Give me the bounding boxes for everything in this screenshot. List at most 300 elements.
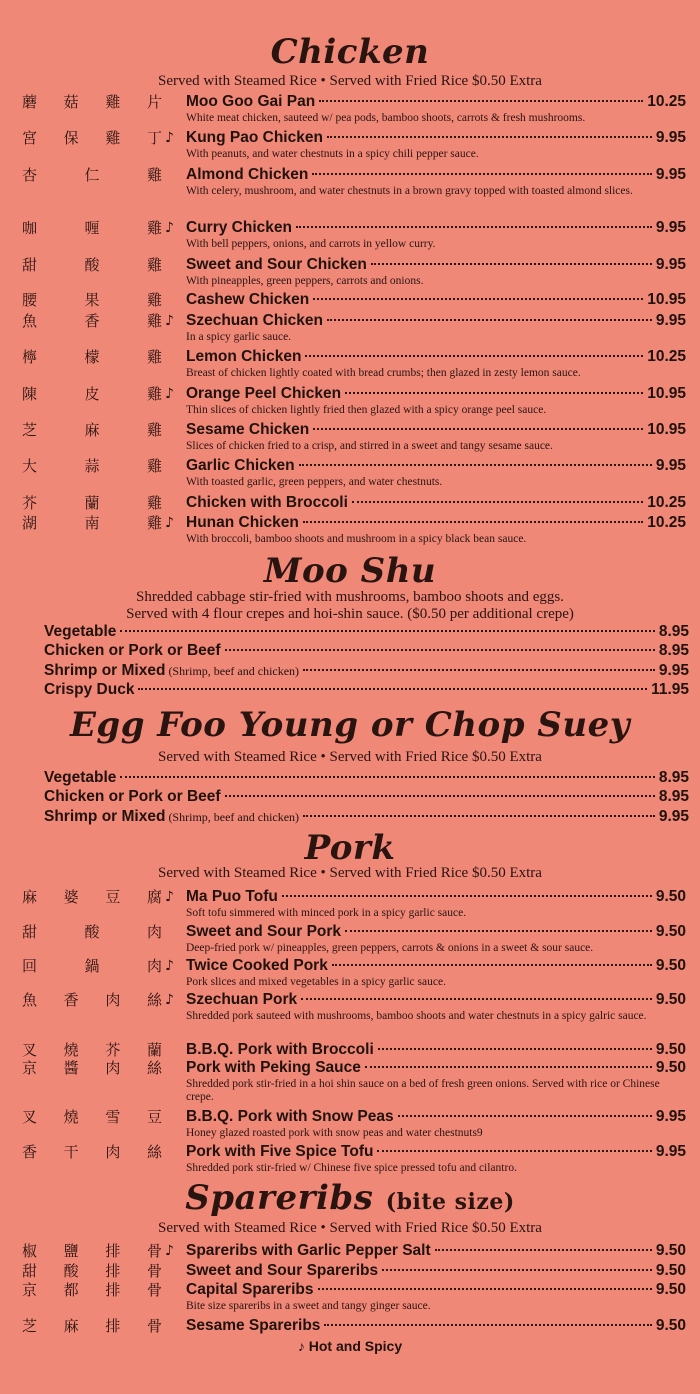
chinese-name <box>22 956 162 976</box>
pork-note: Served with Steamed Rice • Served with Fried Rice $0.50 Extra <box>158 865 542 881</box>
item-description: With toasted garlic, green peppers, and water chestnuts. <box>186 476 443 488</box>
chinese-char: 香 <box>84 312 100 330</box>
chinese-name <box>22 384 162 404</box>
chinese-char: 京 <box>22 1059 38 1077</box>
item-price: 10.25 <box>647 514 686 531</box>
item-name: Lemon Chicken <box>186 348 302 365</box>
hot-legend <box>0 1337 700 1355</box>
menu-item <box>0 661 700 681</box>
item-line <box>186 456 686 476</box>
item-line <box>186 311 686 331</box>
chinese-char: 甜 <box>22 1262 38 1280</box>
menu-item <box>0 622 700 642</box>
menu-item <box>0 1280 700 1300</box>
chinese-name <box>22 1058 162 1078</box>
item-name: Chicken or Pork or Beef <box>44 788 221 805</box>
chinese-name <box>22 1261 162 1281</box>
chinese-char: 甜 <box>22 923 38 941</box>
item-price: 9.50 <box>655 957 686 974</box>
chinese-char: 雞 <box>146 166 162 184</box>
item-price: 8.95 <box>658 642 689 659</box>
item-name: Ma Puo Tofu <box>186 888 278 905</box>
dot-leader <box>378 1048 652 1050</box>
chinese-char: 雞 <box>105 93 121 111</box>
menu-item <box>0 128 700 148</box>
item-line <box>186 1280 686 1300</box>
chinese-char: 麻 <box>84 421 100 439</box>
menu-item <box>0 311 700 331</box>
item-name: Curry Chicken <box>186 219 292 236</box>
chinese-char: 絲 <box>146 1143 162 1161</box>
mooshu-note-2: Served with 4 flour crepes and hoi-shin sauce. ($0.50 per additional crepe) <box>126 606 574 622</box>
menu-item <box>0 680 700 700</box>
dot-leader <box>327 319 652 321</box>
chinese-char: 豆 <box>146 1108 162 1126</box>
chinese-name <box>22 92 162 112</box>
chinese-char: 片 <box>146 93 162 111</box>
chinese-char: 麻 <box>22 888 38 906</box>
item-line <box>44 641 689 661</box>
item-name: Vegetable <box>44 623 117 640</box>
item-note: (Shrimp, beef and chicken) <box>165 810 300 824</box>
item-price: 10.95 <box>647 385 686 402</box>
dot-leader <box>303 669 655 671</box>
item-line <box>44 680 689 700</box>
menu-item <box>0 1241 700 1261</box>
menu-item <box>0 990 700 1010</box>
hot-spicy-icon: ♪ <box>165 992 174 1008</box>
chinese-char: 魚 <box>22 991 38 1009</box>
chinese-name <box>22 1241 162 1261</box>
dot-leader <box>225 795 655 797</box>
item-price: 10.25 <box>647 93 686 110</box>
dot-leader <box>303 521 643 523</box>
dot-leader <box>324 1324 651 1326</box>
chinese-name <box>22 218 162 238</box>
chinese-char: 檸 <box>22 348 38 366</box>
chinese-char: 叉 <box>22 1041 38 1059</box>
chinese-char: 肉 <box>146 923 162 941</box>
item-price: 9.95 <box>655 256 686 273</box>
chinese-char: 酸 <box>63 1262 79 1280</box>
dot-leader <box>345 392 643 394</box>
item-line <box>186 1142 686 1162</box>
item-name: Sweet and Sour Pork <box>186 923 342 940</box>
item-description: With broccoli, bamboo shoots and mushroom in a spicy black bean sauce. <box>186 533 527 545</box>
item-line <box>44 787 689 807</box>
item-description: With pineapples, green peppers, carrots and onions. <box>186 275 424 287</box>
item-price: 9.95 <box>655 312 686 329</box>
chinese-char: 蒜 <box>84 457 100 475</box>
menu-item <box>0 456 700 476</box>
item-price: 9.95 <box>658 662 689 679</box>
dot-leader <box>382 1269 652 1271</box>
dot-leader <box>312 173 652 175</box>
item-description: Thin slices of chicken lightly fried then glazed with a spicy orange peel sauce. <box>186 404 547 416</box>
menu-item <box>0 255 700 275</box>
dot-leader <box>319 100 643 102</box>
item-description: Soft tofu simmered with minced pork in a spicy garlic sauce. <box>186 907 467 919</box>
chinese-char: 湖 <box>22 514 38 532</box>
chinese-char: 芥 <box>22 494 38 512</box>
menu-item <box>0 493 700 513</box>
spareribs-title-text: Spareribs <box>185 1178 374 1218</box>
item-name: Chicken or Pork or Beef <box>44 642 221 659</box>
item-name: Twice Cooked Pork <box>186 957 328 974</box>
chinese-char: 干 <box>63 1143 79 1161</box>
item-name: Cashew Chicken <box>186 291 310 308</box>
menu-item <box>0 768 700 788</box>
chinese-name <box>22 1040 162 1060</box>
item-name: Moo Goo Gai Pan <box>186 93 316 110</box>
menu-item <box>0 92 700 112</box>
item-name: Kung Pao Chicken <box>186 129 323 146</box>
item-name: Pork with Peking Sauce <box>186 1059 361 1076</box>
hot-spicy-icon: ♪ <box>165 1243 174 1259</box>
item-price: 10.25 <box>647 494 686 511</box>
item-name: Orange Peel Chicken <box>186 385 342 402</box>
chinese-char: 保 <box>63 129 79 147</box>
item-name: Almond Chicken <box>186 166 309 183</box>
mooshu-title: Moo Shu <box>263 551 437 591</box>
menu-item <box>0 1142 700 1162</box>
chinese-char: 骨 <box>146 1317 162 1335</box>
chinese-char: 麻 <box>63 1317 79 1335</box>
chinese-name <box>22 922 162 942</box>
chinese-char: 雞 <box>146 421 162 439</box>
chinese-char: 甜 <box>22 256 38 274</box>
item-name: Pork with Five Spice Tofu <box>186 1143 374 1160</box>
chinese-char: 酸 <box>84 923 100 941</box>
item-description: Honey glazed roasted pork with snow peas and water chestnuts9 <box>186 1127 483 1139</box>
chinese-char: 丁 <box>146 129 162 147</box>
chinese-char: 南 <box>84 514 100 532</box>
dot-leader <box>352 501 643 503</box>
dot-leader <box>120 776 654 778</box>
item-name: Hunan Chicken <box>186 514 299 531</box>
dot-leader <box>377 1150 651 1152</box>
chinese-name <box>22 990 162 1010</box>
item-description: Shredded pork sauteed with mushrooms, bamboo shoots and water chestnuts in a spicy galric sauce. <box>186 1010 647 1022</box>
menu-item <box>0 887 700 907</box>
item-price: 9.50 <box>655 1262 686 1279</box>
chinese-char: 檬 <box>84 348 100 366</box>
chinese-char: 蘭 <box>146 1041 162 1059</box>
chinese-name <box>22 887 162 907</box>
item-price: 9.95 <box>655 219 686 236</box>
item-name: Spareribs with Garlic Pepper Salt <box>186 1242 431 1259</box>
menu-item <box>0 165 700 185</box>
item-description: Pork slices and mixed vegetables in a spicy garlic sauce. <box>186 976 446 988</box>
chinese-char: 骨 <box>146 1281 162 1299</box>
chinese-name <box>22 347 162 367</box>
item-line <box>186 420 686 440</box>
dot-leader <box>371 263 652 265</box>
pork-title: Pork <box>304 828 396 868</box>
item-line <box>186 92 686 112</box>
chinese-char: 腰 <box>22 291 38 309</box>
item-line <box>186 290 686 310</box>
menu-item <box>0 956 700 976</box>
item-price: 9.50 <box>655 1041 686 1058</box>
item-price: 10.95 <box>647 291 686 308</box>
menu-item <box>0 1261 700 1281</box>
item-line <box>44 622 689 642</box>
item-price: 9.95 <box>655 166 686 183</box>
item-name: Sesame Chicken <box>186 421 310 438</box>
chinese-char: 芝 <box>22 1317 38 1335</box>
chinese-char: 果 <box>84 291 100 309</box>
chicken-title: Chicken <box>270 32 430 72</box>
chinese-char: 京 <box>22 1281 38 1299</box>
menu-item <box>0 1040 700 1060</box>
chinese-char: 咖 <box>22 219 38 237</box>
chinese-char: 雞 <box>146 291 162 309</box>
chinese-char: 椒 <box>22 1242 38 1260</box>
hot-spicy-icon: ♪ <box>165 889 174 905</box>
chinese-name <box>22 165 162 185</box>
item-name: Capital Spareribs <box>186 1281 314 1298</box>
item-price: 9.50 <box>655 991 686 1008</box>
menu-item <box>0 218 700 238</box>
chinese-char: 雞 <box>146 256 162 274</box>
item-description: White meat chicken, sauteed w/ pea pods, bamboo shoots, carrots & fresh mushrooms. <box>186 112 586 124</box>
chinese-char: 菇 <box>63 93 79 111</box>
chinese-char: 宮 <box>22 129 38 147</box>
menu-item <box>0 1107 700 1127</box>
chinese-char: 雞 <box>146 494 162 512</box>
item-line <box>44 768 689 788</box>
dot-leader <box>225 649 655 651</box>
chinese-char: 肉 <box>105 1059 121 1077</box>
menu-item <box>0 513 700 533</box>
chinese-name <box>22 420 162 440</box>
chinese-char: 雪 <box>105 1108 121 1126</box>
chinese-char: 燒 <box>63 1041 79 1059</box>
item-name: Shrimp or Mixed (Shrimp, beef and chicken) <box>44 808 300 825</box>
item-name: Sweet and Sour Chicken <box>186 256 367 273</box>
item-line <box>186 887 686 907</box>
mooshu-note-1: Shredded cabbage stir-fried with mushrooms, bamboo shoots and eggs. <box>136 589 564 605</box>
chinese-name <box>22 1142 162 1162</box>
item-price: 9.50 <box>655 1281 686 1298</box>
item-line <box>44 661 689 681</box>
dot-leader <box>313 298 643 300</box>
chinese-char: 醬 <box>63 1059 79 1077</box>
item-price: 9.95 <box>655 129 686 146</box>
hot-spicy-icon: ♪ <box>165 130 174 146</box>
chinese-char: 骨 <box>146 1262 162 1280</box>
dot-leader <box>305 355 643 357</box>
dot-leader <box>282 895 652 897</box>
item-price: 9.50 <box>655 888 686 905</box>
hot-legend-label: Hot and Spicy <box>308 1338 403 1354</box>
chinese-name <box>22 513 162 533</box>
chinese-name <box>22 493 162 513</box>
menu-item <box>0 290 700 310</box>
item-price: 10.25 <box>647 348 686 365</box>
item-price: 8.95 <box>658 623 689 640</box>
eggfoo-note: Served with Steamed Rice • Served with Fried Rice $0.50 Extra <box>158 749 542 765</box>
chinese-char: 肉 <box>105 991 121 1009</box>
item-price: 9.95 <box>655 457 686 474</box>
chinese-name <box>22 1316 162 1336</box>
chinese-char: 排 <box>105 1262 121 1280</box>
chinese-name <box>22 255 162 275</box>
item-line <box>186 384 686 404</box>
chinese-char: 雞 <box>105 129 121 147</box>
chinese-name <box>22 1107 162 1127</box>
item-price: 10.95 <box>647 421 686 438</box>
chinese-name <box>22 290 162 310</box>
dot-leader <box>318 1288 652 1290</box>
chinese-char: 骨 <box>146 1242 162 1260</box>
chinese-char: 喱 <box>84 219 100 237</box>
dot-leader <box>327 136 652 138</box>
item-description: With bell peppers, onions, and carrots in yellow curry. <box>186 238 436 250</box>
chinese-char: 魚 <box>22 312 38 330</box>
menu-item <box>0 347 700 367</box>
chinese-char: 芝 <box>22 421 38 439</box>
chinese-char: 腐 <box>146 888 162 906</box>
item-line <box>186 1241 686 1261</box>
item-description: Deep-fried pork w/ pineapples, green peppers, carrots & onions in a sweet & sour sauce. <box>186 942 594 954</box>
chinese-char: 絲 <box>146 1059 162 1077</box>
menu-item <box>0 420 700 440</box>
chinese-char: 酸 <box>84 256 100 274</box>
hot-spicy-icon: ♪ <box>165 386 174 402</box>
chicken-note: Served with Steamed Rice • Served with Fried Rice $0.50 Extra <box>158 73 542 89</box>
chinese-char: 蘑 <box>22 93 38 111</box>
chinese-char: 雞 <box>146 348 162 366</box>
chinese-char: 鍋 <box>84 957 100 975</box>
chinese-char: 回 <box>22 957 38 975</box>
item-price: 11.95 <box>651 681 689 698</box>
item-line <box>186 255 686 275</box>
item-price: 9.95 <box>655 1108 686 1125</box>
item-note: (Shrimp, beef and chicken) <box>165 664 300 678</box>
chinese-char: 雞 <box>146 514 162 532</box>
item-line <box>186 1261 686 1281</box>
item-name: Sesame Spareribs <box>186 1317 321 1334</box>
item-line <box>186 493 686 513</box>
item-name: Szechuan Pork <box>186 991 298 1008</box>
item-description: Slices of chicken fried to a crisp, and stirred in a sweet and tangy sesame sauce. <box>186 440 553 452</box>
chinese-char: 排 <box>105 1242 121 1260</box>
item-price: 9.50 <box>655 1059 686 1076</box>
item-name: Vegetable <box>44 769 117 786</box>
dot-leader <box>332 964 652 966</box>
chinese-char: 香 <box>22 1143 38 1161</box>
item-name: Szechuan Chicken <box>186 312 323 329</box>
item-line <box>186 1040 686 1060</box>
dot-leader <box>313 428 643 430</box>
chinese-char: 肉 <box>105 1143 121 1161</box>
chinese-char: 雞 <box>146 385 162 403</box>
spareribs-note: Served with Steamed Rice • Served with Fried Rice $0.50 Extra <box>158 1220 542 1236</box>
dot-leader <box>299 464 652 466</box>
item-description: With peanuts, and water chestnuts in a spicy chili pepper sauce. <box>186 148 479 160</box>
item-name: Crispy Duck <box>44 681 135 698</box>
item-line <box>186 1058 686 1078</box>
menu-item <box>0 787 700 807</box>
item-name: Chicken with Broccoli <box>186 494 348 511</box>
item-line <box>186 990 686 1010</box>
hot-spicy-icon: ♪ <box>165 220 174 236</box>
chinese-char: 豆 <box>105 888 121 906</box>
item-price: 9.50 <box>655 1317 686 1334</box>
item-description: Shredded pork stir-fried w/ Chinese five spice pressed tofu and cilantro. <box>186 1162 517 1174</box>
chinese-char: 雞 <box>146 312 162 330</box>
item-line <box>186 922 686 942</box>
item-description: With celery, mushroom, and water chestnuts in a brown gravy topped with toasted almond slices. <box>186 185 633 197</box>
chinese-char: 陳 <box>22 385 38 403</box>
item-line <box>186 347 686 367</box>
item-line <box>186 513 686 533</box>
dot-leader <box>345 930 652 932</box>
dot-leader <box>435 1249 652 1251</box>
hot-spicy-icon: ♪ <box>165 515 174 531</box>
hot-spicy-icon: ♪ <box>165 313 174 329</box>
dot-leader <box>301 998 652 1000</box>
dot-leader <box>138 688 647 690</box>
item-price: 9.50 <box>655 1242 686 1259</box>
chinese-name <box>22 128 162 148</box>
menu-item <box>0 922 700 942</box>
dot-leader <box>365 1066 652 1068</box>
item-name: Sweet and Sour Spareribs <box>186 1262 379 1279</box>
chinese-char: 蘭 <box>84 494 100 512</box>
hot-spicy-icon: ♪ <box>297 1338 305 1354</box>
chinese-char: 排 <box>105 1281 121 1299</box>
item-line <box>186 1316 686 1336</box>
item-name: Garlic Chicken <box>186 457 295 474</box>
item-line <box>186 1107 686 1127</box>
eggfoo-title: Egg Foo Young or Chop Suey <box>70 705 630 745</box>
item-price: 9.95 <box>655 1143 686 1160</box>
chinese-char: 排 <box>105 1317 121 1335</box>
chinese-char: 都 <box>63 1281 79 1299</box>
chinese-char: 叉 <box>22 1108 38 1126</box>
chinese-char: 燒 <box>63 1108 79 1126</box>
item-description: Shredded pork stir-fried in a hoi shin sauce on a bed of fresh green onions. Served with rice or Chinese crepe. <box>186 1078 660 1103</box>
dot-leader <box>120 630 654 632</box>
item-description: Bite size spareribs in a sweet and tangy ginger sauce. <box>186 1300 431 1312</box>
chinese-name <box>22 311 162 331</box>
chinese-char: 絲 <box>146 991 162 1009</box>
item-line <box>186 165 686 185</box>
chinese-char: 婆 <box>63 888 79 906</box>
item-line <box>186 956 686 976</box>
menu-item <box>0 641 700 661</box>
chinese-name <box>22 1280 162 1300</box>
chinese-char: 皮 <box>84 385 100 403</box>
item-price: 9.50 <box>655 923 686 940</box>
chinese-char: 雞 <box>146 219 162 237</box>
item-price: 8.95 <box>658 788 689 805</box>
menu-item <box>0 1316 700 1336</box>
chinese-char: 香 <box>63 991 79 1009</box>
menu-item <box>0 1058 700 1078</box>
dot-leader <box>296 226 652 228</box>
menu-item <box>0 384 700 404</box>
chinese-char: 肉 <box>146 957 162 975</box>
item-description: In a spicy garlic sauce. <box>186 331 292 343</box>
chinese-char: 芥 <box>105 1041 121 1059</box>
chinese-char: 鹽 <box>63 1242 79 1260</box>
chinese-char: 大 <box>22 457 38 475</box>
item-description: Breast of chicken lightly coated with bread crumbs; then glazed in zesty lemon sauce. <box>186 367 581 379</box>
